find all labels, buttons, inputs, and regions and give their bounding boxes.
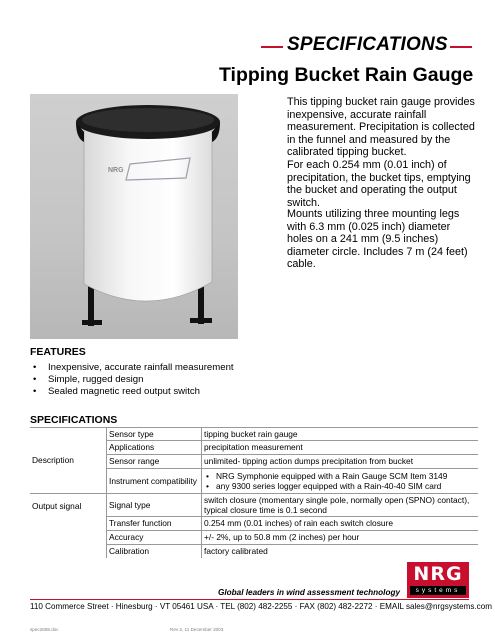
- header-rule-left: [261, 46, 283, 48]
- table-row: [30, 494, 478, 517]
- description-paragraph-3: Mounts utilizing three mounting legs with 6.3 mm (0.025 inch) diameter holes on a 241 mm (9.5 inches) diameter circle. Includes 7 m (24 feet) cable.: [287, 208, 468, 270]
- row-label-calibration: Calibration: [107, 545, 202, 559]
- row-label-applications: Applications: [107, 441, 202, 455]
- row-value-instrument-compatibility: [202, 469, 479, 494]
- feature-item: • Sealed magnetic reed output switch: [30, 386, 234, 398]
- product-photo: [30, 94, 238, 339]
- group-description: Description: [30, 428, 107, 494]
- logo-wordmark: NRG: [413, 563, 463, 585]
- specifications-heading: SPECIFICATIONS: [30, 414, 118, 426]
- compatibility-item: • any 9300 series logger equipped with a Rain-40-40 SIM card: [204, 481, 476, 492]
- section-title: SPECIFICATIONS: [287, 34, 448, 55]
- specifications-table: [30, 427, 478, 558]
- description-paragraph-1: This tipping bucket rain gauge provides inexpensive, accurate rainfall measurement. Precipitation is collected in the funnel and measured by the calibrated tipping bucket.: [287, 96, 475, 158]
- company-tagline: Global leaders in wind assessment technology: [218, 588, 400, 597]
- row-value-sensor-type: tipping bucket rain gauge: [202, 428, 479, 441]
- feature-item: • Simple, rugged design: [30, 374, 234, 386]
- description-paragraph-2: For each 0.254 mm (0.01 inch) of precipitation, the bucket tips, emptying the bucket and operating the output switch.: [287, 159, 471, 209]
- document-reference: spec2688.doc: [30, 627, 59, 632]
- features-list: [30, 362, 234, 397]
- header-rule-right: [450, 46, 472, 48]
- table-row: [30, 428, 478, 441]
- gauge-label-text: NRG: [108, 167, 124, 174]
- row-label-signal-type: Signal type: [107, 494, 202, 517]
- row-label-transfer-function: Transfer function: [107, 517, 202, 531]
- row-value-calibration: factory calibrated: [204, 546, 268, 557]
- row-value-signal-type: switch closure (momentary single pole, normally open (SPNO) contact), typical closure time is 0.1 second: [202, 494, 479, 517]
- logo-subtext: systems: [410, 586, 466, 595]
- row-label-sensor-range: Sensor range: [107, 455, 202, 469]
- row-label-accuracy: Accuracy: [107, 531, 202, 545]
- compatibility-list: [204, 471, 476, 492]
- footer-rule: [30, 599, 469, 600]
- row-label-sensor-type: Sensor type: [107, 428, 202, 441]
- compatibility-item: • NRG Symphonie equipped with a Rain Gauge SCM Item 3149: [204, 471, 476, 482]
- row-value-applications: precipitation measurement: [202, 441, 479, 455]
- row-value-sensor-range: unlimited- tipping action dumps precipitation from bucket: [202, 455, 479, 469]
- row-label-instrument-compatibility: Instrument compatibility: [107, 469, 202, 494]
- nrg-logo: [407, 562, 469, 598]
- feature-item: • Inexpensive, accurate rainfall measurement: [30, 362, 234, 374]
- row-value-transfer-function: 0.254 mm (0.01 inches) of rain each switch closure: [202, 517, 479, 531]
- features-heading: FEATURES: [30, 346, 86, 358]
- product-title: Tipping Bucket Rain Gauge: [219, 64, 474, 86]
- rain-gauge-image: [30, 94, 238, 339]
- group-output-signal: Output signal: [30, 494, 107, 559]
- row-value-accuracy: +/- 2%, up to 50.8 mm (2 inches) per hour: [202, 531, 479, 545]
- company-address: 110 Commerce Street · Hinesburg · VT 05461 USA · TEL (802) 482-2255 · FAX (802) 482-2272 · EMAIL sales@nrgsystems.com: [30, 602, 492, 611]
- revision-note: Rev 2, 11 December 2003: [170, 627, 224, 632]
